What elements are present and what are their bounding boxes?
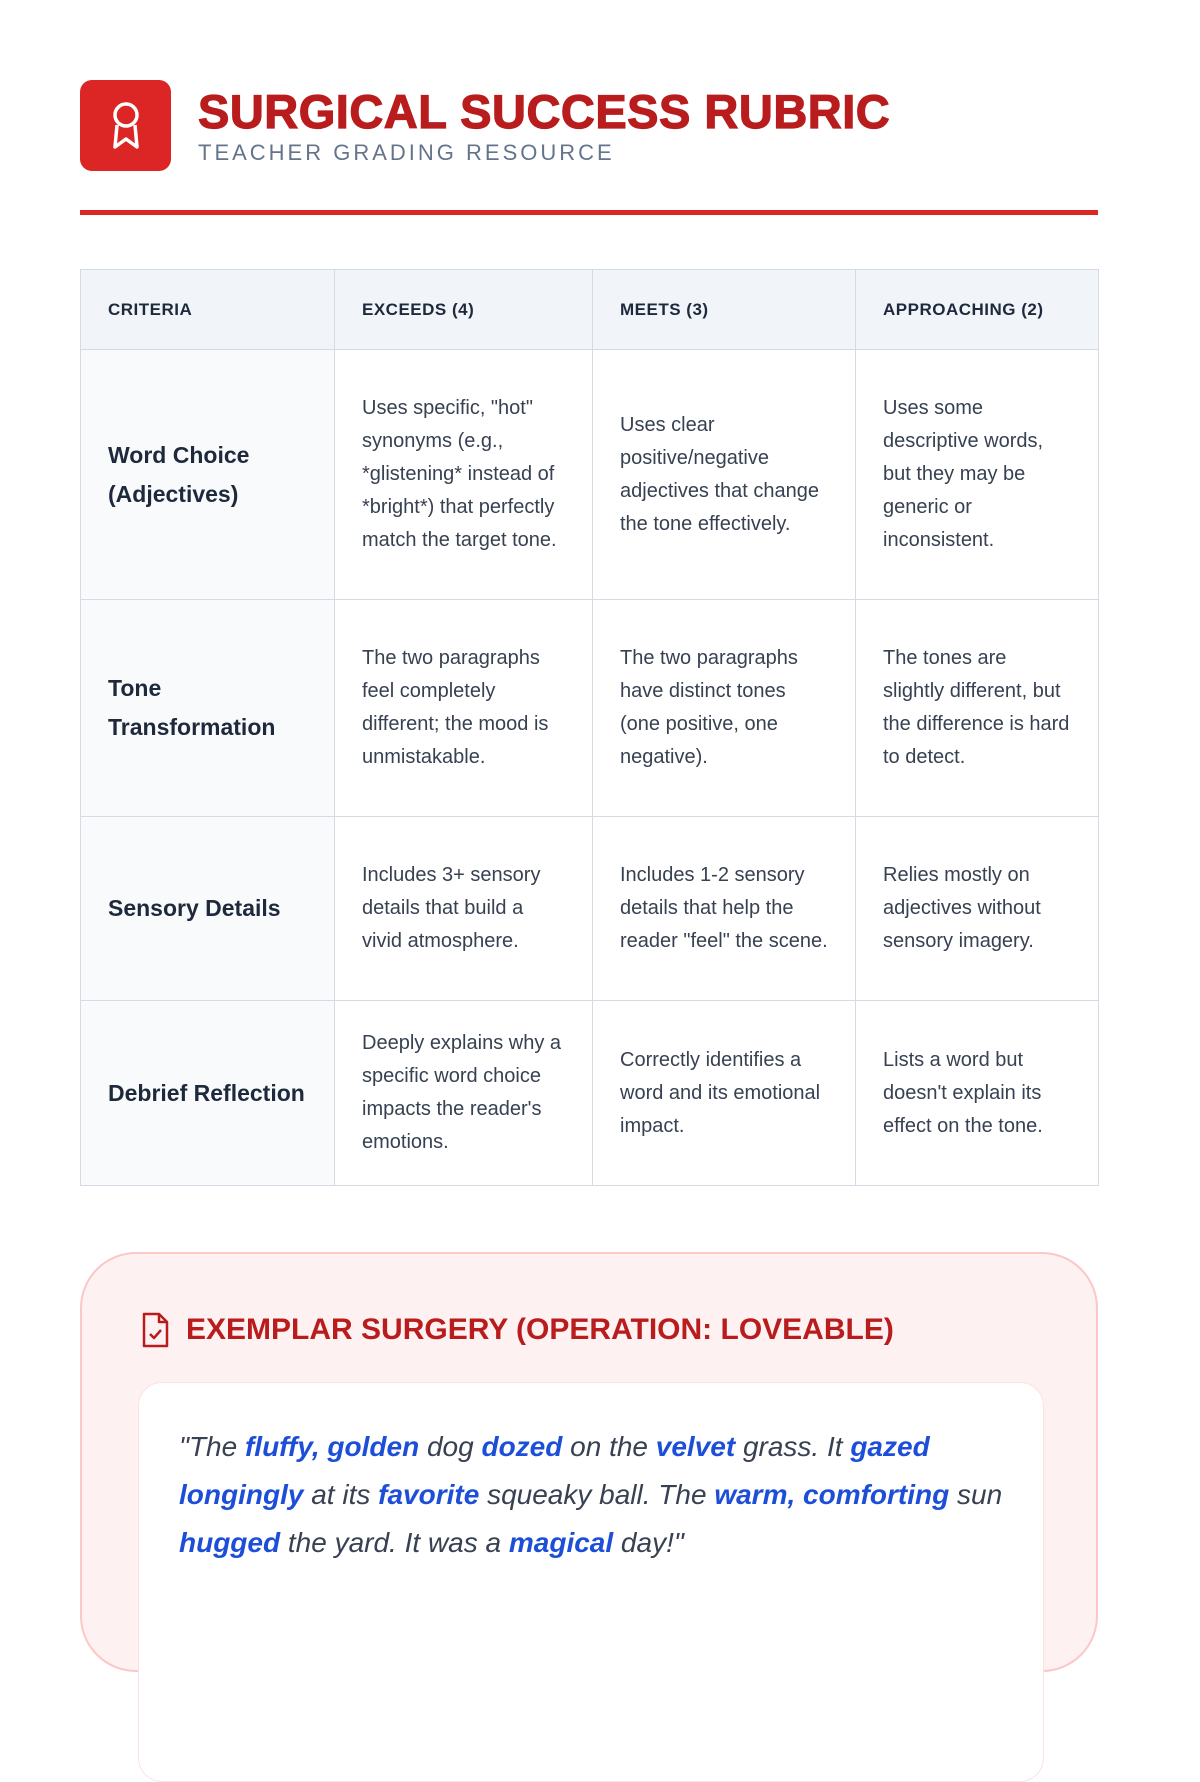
exemplar-panel [80,1252,1098,1672]
criteria-cell: Word Choice (Adjectives) [81,350,335,600]
exemplar-quote-box [138,1382,1044,1782]
rubric-table [80,269,1099,1186]
highlighted-word: gazed longingly [179,1431,930,1510]
header [80,80,890,171]
rubric-cell: Uses some descriptive words, but they may be generic or inconsistent. [856,350,1099,600]
column-header: EXCEEDS (4) [335,270,593,350]
highlighted-word: favorite [378,1479,480,1510]
rubric-cell: The two paragraphs feel completely different; the mood is unmistakable. [335,600,593,817]
quote-text: "The [179,1431,245,1462]
rubric-cell: Lists a word but doesn't explain its effect on the tone. [856,1001,1099,1186]
highlighted-word: dozed [481,1431,563,1462]
table-header-row [81,270,1099,350]
rubric-cell: Includes 3+ sensory details that build a vivid atmosphere. [335,817,593,1001]
exemplar-quote [179,1423,1003,1567]
divider [80,210,1098,215]
award-ribbon-icon [109,101,143,151]
quote-text: sun [949,1479,1003,1510]
highlighted-word: magical [508,1527,614,1558]
rubric-cell: Uses specific, "hot" synonyms (e.g., *glistening* instead of *bright*) that perfectly match the target tone. [335,350,593,600]
highlighted-word: hugged [179,1527,281,1558]
quote-text: on the [562,1431,656,1462]
highlighted-word: warm, comforting [714,1479,950,1510]
rubric-cell: The tones are slightly different, but the difference is hard to detect. [856,600,1099,817]
logo [80,80,171,171]
quote-text: the yard. It was a [280,1527,509,1558]
rubric-cell: Includes 1-2 sensory details that help the reader "feel" the scene. [593,817,856,1001]
rubric-cell: Relies mostly on adjectives without sensory imagery. [856,817,1099,1001]
page-subtitle: TEACHER GRADING RESOURCE [198,139,615,165]
highlighted-word: velvet [655,1431,736,1462]
criteria-cell: Debrief Reflection [81,1001,335,1186]
table-row [81,600,1099,817]
file-check-icon [140,1312,170,1348]
table-row [81,1001,1099,1186]
criteria-cell: Tone Transformation [81,600,335,817]
rubric-cell: Deeply explains why a specific word choice impacts the reader's emotions. [335,1001,593,1186]
table-row [81,350,1099,600]
quote-text: at its [303,1479,379,1510]
exemplar-title: EXEMPLAR SURGERY (OPERATION: LOVEABLE) [186,1313,894,1346]
column-header: MEETS (3) [593,270,856,350]
rubric-cell: The two paragraphs have distinct tones (one positive, one negative). [593,600,856,817]
quote-text: squeaky ball. The [479,1479,715,1510]
table-row [81,817,1099,1001]
rubric-cell: Correctly identifies a word and its emotional impact. [593,1001,856,1186]
quote-text: dog [419,1431,482,1462]
criteria-cell: Sensory Details [81,817,335,1001]
quote-text: day!" [613,1527,684,1558]
column-header: CRITERIA [81,270,335,350]
column-header: APPROACHING (2) [856,270,1099,350]
quote-text: grass. It [735,1431,851,1462]
rubric-cell: Uses clear positive/negative adjectives that change the tone effectively. [593,350,856,600]
highlighted-word: fluffy, golden [244,1431,420,1462]
page-title: SURGICAL SUCCESS RUBRIC [198,84,891,138]
